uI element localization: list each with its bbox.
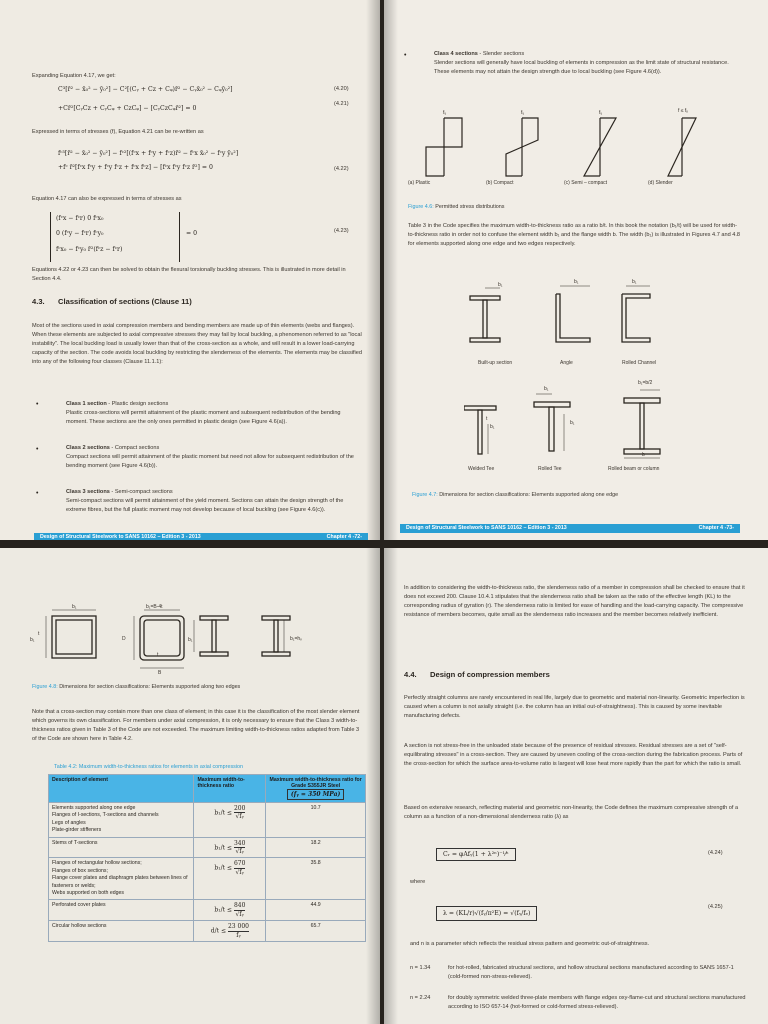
section-number: 4.3. [32, 297, 45, 306]
classification-paragraph: Most of the sections used in axial compression members and bending members are made up of thin elements (webs and flanges). When these elements are subjected to axial compressive stresses they may fail by local buckling, a phenomenon referred to as "local instability". The local buckling load is usually lower than that of the cross-section as a whole, and will result in a lower load-carrying capacity of the section. The code avoids local buckling by restricting the slenderness of the elements. The elements may be classified into any of the following four classes (Clause 11.1.1): [32, 323, 363, 365]
width-thickness-paragraph: Table 3 in the Code specifies the maximum width-to-thickness ratio as a ratio b/t. In this book the notation (b₁/t) will be used for width-to-thickness ratio in order not to confuse the element width b₁ and the flange width b. The width (b₁) is illustrated in Figures 4.7 and 4.8 for elements supported along one edge and two edges respectively. [408, 223, 741, 247]
ratio-value-cell: 65.7 [266, 921, 366, 942]
page-gutter-shadow [366, 0, 380, 540]
caption-text: Dimensions for section classifications: Elements supported along two edges [57, 684, 241, 690]
ratio-numerator: 670 [233, 860, 246, 868]
ratio-fraction [234, 860, 245, 876]
table-row [49, 858, 366, 900]
equation-4-22a: fᶜ³[r̄² − x̄₀² − ȳ₀²] − fᶜ²[(fᶜx + fᶜy + fᶜz)r̄² − fᶜx x̄₀² − fᶜy ȳ₀²] [58, 150, 239, 157]
ratio-lhs: d/t ≤ [210, 927, 226, 935]
intro-text: Expanding Equation 4.17, we get: [32, 73, 116, 79]
footer-page-number: Chapter 4 -72- [326, 534, 362, 540]
b1-label: b₁ [544, 386, 549, 392]
page-72 [0, 0, 380, 540]
ratio-numerator: 23 000 [227, 923, 249, 931]
page-75 [384, 548, 768, 1024]
b1-label: b₁ [188, 637, 193, 643]
ratio-value-cell: 35.8 [266, 858, 366, 900]
section-title: Design of compression members [430, 670, 550, 679]
b1-label: b₁ [570, 420, 575, 426]
ratio-formula-cell [194, 858, 266, 900]
ratio-fraction [234, 805, 245, 821]
table-row [49, 837, 366, 858]
ratio-fraction [234, 840, 245, 856]
solve-note-text: Equations 4.22 or 4.23 can then be solved to obtain the flexural torsionally buckling stresses. This is illustrated in more detail in Section 4.4. [32, 267, 346, 282]
equation-4-24: Cᵣ = φAfᵧ(1 + λ²ⁿ)⁻¹⁄ⁿ [436, 848, 516, 861]
b1-hw-label: b₁=hᵥ [290, 636, 302, 642]
table-header-row [49, 775, 366, 803]
ratio-value-cell: 18.2 [266, 837, 366, 858]
ratio-formula-cell [194, 900, 266, 921]
class-4-item [434, 50, 740, 77]
fy-value: (fᵧ = 350 MPa) [287, 789, 344, 800]
bullet-icon: • [36, 446, 39, 453]
section-title: Classification of sections (Clause 11) [58, 297, 192, 306]
equation-number: (4.20) [334, 86, 349, 92]
fig7-label-channel: Rolled Channel [622, 360, 657, 366]
fig7-label-rolled-beam: Rolled beam or column [608, 466, 660, 472]
page-73 [384, 0, 768, 540]
ratio-denominator: √fᵧ [235, 910, 244, 918]
figure-4-6-caption [408, 204, 504, 210]
ratio-value-cell: 44.9 [266, 900, 366, 921]
b1-label: b₁ [30, 637, 35, 643]
sections-two-edge-drawing [30, 606, 330, 676]
ratio-lhs: b₁/t ≤ [214, 906, 232, 914]
n-value-2-text: for doubly symmetric welded three-plate members with flange edges oxy-flame-cut and structural sections manufactured according to ISO 657-14 (hot-formed or cold-formed stress-relieved). [448, 995, 746, 1010]
cross-section-note: Note that a cross-section may contain more than one class of element; in this case it is the classification of the most slender element which governs its own classification. For members under axial compression, it is only necessary to ensure that the Class 3 width-to-thickness ratios given in Table 3 of the Code are not exceeded. The maximum limiting width-to-thickness ratios adapted from Table 3 of the Code are shown here in Table 4.2. [32, 709, 360, 742]
slenderness-paragraph: In addition to considering the width-to-thickness ratio, the slenderness ratio of a member in compression shall be checked to ensure that it does not exceed 200. Clause 10.4.1 stipulates that the slenderness ratio shall be taken as the ratio of the effective length (KL) to the corresponding radius of gyration (r). The slenderness ratio is limited for ease of handling and the load-carrying capacity. The compressive resistance of members becomes, quite small as the slenderness ratio increases and the member becomes relatively inefficient. [404, 585, 745, 618]
class-2-text: Compact sections will permit attainment of the plastic moment but need not allow for subsequent redistribution of the bending moment (see Figure 4.6(b)). [66, 454, 354, 469]
page-gutter-shadow [384, 0, 398, 540]
page-gutter-shadow [366, 548, 380, 1024]
section-heading-4-3 [32, 297, 192, 306]
n-value-1-text: for hot-rolled, fabricated structural sections, and hollow structural sections manufactured according to SANS 1657-1 (cold-formed non-stress-relieved). [448, 965, 734, 980]
equation-number: (4.21) [334, 101, 349, 107]
table-4-2-caption: Table 4.2: Maximum width-to-thickness ratios for elements in axial compression [54, 764, 244, 770]
class-2-item [66, 444, 362, 471]
column-header: Description of element [49, 775, 194, 803]
research-paragraph: Based on extensive research, reflecting material and geometric non-linearity, the Code defines the maximum compressive strength of a column as a function of a non-dimensional slenderness ratio (λ) as [404, 805, 739, 820]
class-3-heading: Class 3 sections [66, 489, 110, 495]
fig7-label-rolled-tee: Rolled Tee [538, 466, 562, 472]
ratio-formula-cell [194, 921, 266, 942]
ratio-formula-cell [194, 837, 266, 858]
page-gutter-shadow [384, 548, 398, 1024]
ratio-denominator: √fᵧ [235, 868, 244, 876]
equation-number: (4.23) [334, 228, 349, 234]
b1-label: b₁ [490, 424, 495, 430]
fig6-label-compact: (b) Compact [486, 180, 514, 186]
stress-intro-text: Expressed in terms of stresses (f), Equation 4.21 can be re-written as [32, 129, 204, 135]
residual-stress-paragraph: A section is not stress-free in the unloaded state because of the presence of residual stresses. Residual stresses are a set of "self-equilibrating stresses" in a cross-section. They are caused by uneven cooling of the cross-section during the fabrication process. Parts of the cross-section for which the surface area-to-volume ratio is largest will lose heat more rapidly than the part for which the ratio is small. [404, 743, 743, 767]
ratio-numerator: 200 [233, 805, 246, 812]
t-label: t [486, 416, 488, 422]
class-2-heading: Class 2 sections [66, 445, 110, 451]
equation-number: (4.25) [708, 904, 723, 910]
element-description-cell: Elements supported along one edge Flanges of I-sections, T-sections and channels Legs of angles Plate-girder stiffeners [49, 803, 194, 838]
fig7-label-angle: Angle [560, 360, 573, 366]
f-le-fy-label: f ≤ fᵧ [678, 108, 688, 114]
ratio-formula-cell [194, 803, 266, 838]
ratio-value-cell: 10.7 [266, 803, 366, 838]
fy-label: fᵧ [599, 110, 602, 116]
class-4-text: Slender sections will generally have local buckling of elements in compression as the limit state of structural resistance. These elements may not attain the design strength due to local buckling (see Figure 4.6(d)). [434, 60, 729, 75]
b1-label: b₁ [72, 604, 77, 610]
ratio-numerator: 340 [233, 839, 246, 847]
d-label: D [122, 636, 126, 642]
page-footer [400, 524, 740, 533]
t-label: t [157, 652, 159, 658]
footer-page-number: Chapter 4 -73- [698, 525, 734, 531]
class-4-subheading: - Slender sections [477, 51, 525, 57]
caption-text: Dimensions for section classifications: Elements supported along one edge [437, 492, 619, 498]
ratio-fraction [234, 902, 245, 918]
det-equals: = 0 [186, 230, 198, 237]
width-thickness-table [48, 774, 366, 942]
column-header: Maximum width-to-thickness ratio [194, 775, 266, 803]
caption-label: Figure 4.8: [32, 684, 58, 690]
where-text: where [410, 879, 426, 885]
fig7-label-built-up: Built-up section [478, 360, 513, 366]
class-1-subheading: - Plastic design sections [106, 401, 169, 407]
n-parameter-text: and n is a parameter which reflects the residual stress pattern and geometric out-of-straightness. [410, 941, 650, 947]
table-row [49, 921, 366, 942]
det-row-1: (fᶜx − fᶜr) 0 fᶜx₀ [56, 215, 104, 222]
stress-distribution-figure [424, 110, 724, 190]
page-74 [0, 548, 380, 1024]
bullet-icon: • [404, 52, 407, 59]
sections-one-edge-figure [464, 284, 684, 464]
caption-label: Figure 4.6: [408, 204, 434, 210]
class-3-subheading: - Semi-compact sections [109, 489, 173, 495]
fy-label: fᵧ [443, 110, 446, 116]
equation-4-25: λ = (KL/r)√(fᵧ/π²E) = √(fᵧ/fₑ) [436, 906, 537, 921]
b1-label: b₁ [574, 279, 579, 285]
stress-distribution-drawing [424, 110, 724, 190]
class-1-heading: Class 1 section [66, 401, 107, 407]
footer-title: Design of Structural Steelwork to SANS 10162 – Edition 3 - 2013 [406, 525, 567, 531]
caption-text: Permitted stress distributions [433, 204, 505, 210]
fig6-label-slender: (d) Slender [648, 180, 673, 186]
b-label: b [642, 452, 645, 458]
element-description-cell: Circular hollow sections [49, 921, 194, 942]
table-row [49, 900, 366, 921]
footer-title: Design of Structural Steelwork to SANS 10162 – Edition 3 - 2013 [40, 534, 201, 540]
bullet-icon: • [36, 401, 39, 408]
ratio-denominator: fᵧ [236, 931, 241, 939]
equation-number: (4.24) [708, 850, 723, 856]
b1-b-4t-label: b₁=B-4t [146, 604, 163, 610]
table-row [49, 803, 366, 838]
class-1-item [66, 400, 362, 427]
ratio-lhs: b₁/t ≤ [214, 809, 232, 817]
b-cap-label: B [158, 670, 162, 676]
det-intro-text: Equation 4.17 can also be expressed in terms of stresses as [32, 196, 182, 202]
t-label: t [38, 631, 40, 637]
section-heading-4-4 [404, 670, 550, 679]
n-value-1: n = 1.34 [410, 965, 431, 971]
fy-label: fᵧ [521, 110, 524, 116]
bullet-icon: • [36, 490, 39, 497]
caption-label: Figure 4.7: [412, 492, 438, 498]
ratio-lhs: b₁/t ≤ [214, 864, 232, 872]
page-footer [34, 533, 368, 540]
ratio-denominator: √fᵧ [235, 813, 244, 821]
figure-4-7-caption [412, 492, 618, 498]
class-4-heading: Class 4 sections [434, 51, 478, 57]
equation-number: (4.22) [334, 166, 349, 172]
ratio-numerator: 840 [233, 902, 246, 910]
class-2-subheading: - Compact sections [109, 445, 160, 451]
equation-4-21: +Cr̄²[CᵧCᴢ + CᵧCᵩ + CᴢCᵩ] − [CᵧCᴢCᵩr̄²] = 0 [58, 105, 197, 112]
fig7-label-welded-tee: Welded Tee [468, 466, 495, 472]
b1-half-label: b₁=b/2 [638, 380, 653, 386]
column-header [266, 775, 366, 803]
b1-label: b₁ [498, 282, 503, 288]
fig6-label-semi-compact: (c) Semi – compact [564, 180, 608, 186]
sections-two-edge-figure [30, 606, 330, 676]
column-header-text: Maximum width-to-thickness ratio for Grade S355JR Steel [269, 777, 362, 789]
element-description-cell: Perforated cover plates [49, 900, 194, 921]
imperfection-paragraph: Perfectly straight columns are rarely encountered in real life, largely due to geometric and material non-linearity. Geometric imperfection is caused when a column is not axially straight (i.e. the column has an initial out-of-straightness). This is caused by some inevitable manufacturing defects. [404, 695, 745, 719]
sections-one-edge-drawing [464, 284, 684, 464]
det-row-3: fᶜx₀ − fᶜy₀ r̄²(fᶜz − fᶜr) [56, 246, 123, 253]
n-value-2: n = 2.24 [410, 995, 431, 1001]
fig6-label-plastic: (a) Plastic [408, 180, 431, 186]
equation-4-22b: +fᶜ r̄²[fᶜx fᶜy + fᶜy fᶜz + fᶜx fᶜz] − [fᶜx fᶜy fᶜz r̄²] = 0 [58, 164, 213, 171]
det-row-2: 0 (fᶜy − fᶜr) fᶜy₀ [56, 230, 104, 237]
ratio-fraction [228, 923, 249, 939]
equation-4-20: C³[r̄² − x̄₀² − ȳ₀²] − C²[(Cᵧ + Cᴢ + Cᵩ)r̄² − Cᵧx̄₀² − Cᵩȳ₀²] [58, 86, 233, 93]
section-number: 4.4. [404, 670, 417, 679]
ratio-lhs: b₁/t ≤ [214, 844, 232, 852]
ratio-denominator: √fᵧ [235, 848, 244, 856]
class-3-item [66, 488, 362, 515]
element-description-cell: Flanges of rectangular hollow sections; Flanges of box sections; Flange cover plates and diaphragm plates between lines of fasteners or welds; Webs supported on both edges [49, 858, 194, 900]
class-3-text: Semi-compact sections will permit attainment of the yield moment. Sections can attain the design strength of the extreme fibres, but the full plastic moment may not develop because of local buckling (see Figure 4.6(c)). [66, 498, 344, 513]
b1-label: b₁ [632, 279, 637, 285]
class-1-text: Plastic cross-sections will permit attainment of the plastic moment and subsequent redistribution of the bending moment. These sections are the only ones permitted in plastic design (see Figure 4.6(a)). [66, 410, 341, 425]
element-description-cell: Stems of T-sections [49, 837, 194, 858]
figure-4-8-caption [32, 684, 240, 690]
